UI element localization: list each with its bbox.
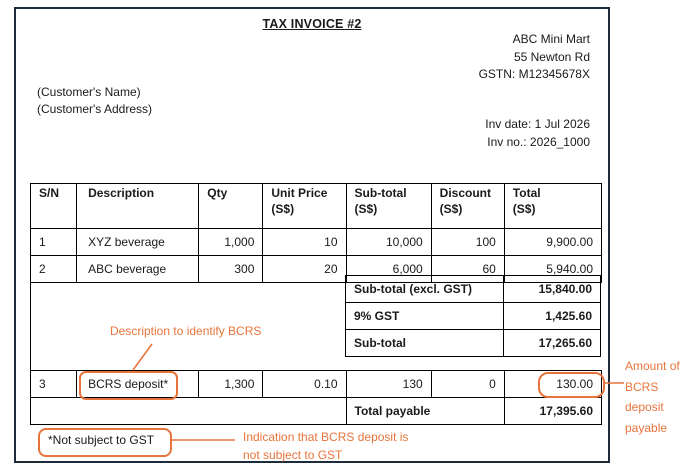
col-header-subtotal: Sub-total (S$) [346,184,431,229]
line-items-table [30,183,602,283]
invoice-title: TAX INVOICE #2 [262,17,362,31]
summary-label: 9% GST [346,303,504,330]
cell-sn: 2 [31,256,77,283]
cell-bcrs-total: 130.00 [504,371,601,398]
cell-discount: 100 [431,229,504,256]
col-header-qty: Qty [199,184,263,229]
cell-unit-price: 0.10 [263,371,346,398]
seller-address: 55 Newton Rd [513,49,590,64]
summary-row [346,303,601,330]
col-header-unit-price: Unit Price (S$) [263,184,346,229]
annotation-amount-note: Amount of BCRS deposit payable [625,359,680,435]
col-header-total: Total (S$) [504,184,601,229]
total-payable-value: 17,395.60 [504,398,601,425]
summary-value: 17,265.60 [504,330,601,357]
cell-discount: 0 [431,371,504,398]
summary-value: 15,840.00 [504,276,601,303]
col-header-sn: S/N [31,184,77,229]
invoice-number: Inv no.: 2026_1000 [487,134,590,149]
cell-subtotal: 130 [346,371,431,398]
total-payable-label: Total payable [346,398,504,425]
cell-sn: 1 [31,229,77,256]
summary-label: Sub-total (excl. GST) [346,276,504,303]
invoice-meta-block [485,116,590,151]
cell-sn: 3 [31,371,77,398]
annotation-description-note: Description to identify BCRS [110,324,262,338]
customer-name-placeholder: (Customer's Name) [37,85,141,99]
table-left-border [30,275,31,371]
table-row [31,229,602,256]
cell-bcrs-description: BCRS deposit* [77,371,199,398]
cell-subtotal: 10,000 [346,229,431,256]
cell-qty: 1,000 [199,229,263,256]
seller-block [479,31,590,84]
gst-footnote: *Not subject to GST [48,433,155,447]
seller-name: ABC Mini Mart [512,32,590,46]
cell-qty: 1,300 [199,371,263,398]
bcrs-description-highlight-box [79,371,178,400]
summary-label: Sub-total [346,330,504,357]
total-payable-row [31,398,602,425]
invoice-date: Inv date: 1 Jul 2026 [485,117,590,131]
cell-total: 5,940.00 [504,256,601,283]
annotation-gst-note: Indication that BCRS deposit is not subject to GST [243,430,409,462]
col-header-discount: Discount (S$) [431,184,504,229]
cell-description: XYZ beverage [77,229,199,256]
seller-gstn: GSTN: M12345678X [478,67,590,81]
summary-row [346,276,601,303]
customer-block [37,84,152,118]
cell-unit-price: 10 [263,229,346,256]
cell-qty: 300 [199,256,263,283]
summary-value: 1,425.60 [504,303,601,330]
cell-subtotal: 6,000 [346,256,431,283]
header-row [31,184,602,229]
cell-total: 9,900.00 [504,229,601,256]
empty-cell [31,398,347,425]
col-header-description: Description [77,184,199,229]
cell-unit-price: 20 [263,256,346,283]
bcrs-amount-highlight-box [538,372,605,398]
cell-description: ABC beverage [77,256,199,283]
summary-table [345,275,601,357]
summary-row [346,330,601,357]
customer-address-placeholder: (Customer's Address) [37,102,152,116]
cell-discount: 60 [431,256,504,283]
